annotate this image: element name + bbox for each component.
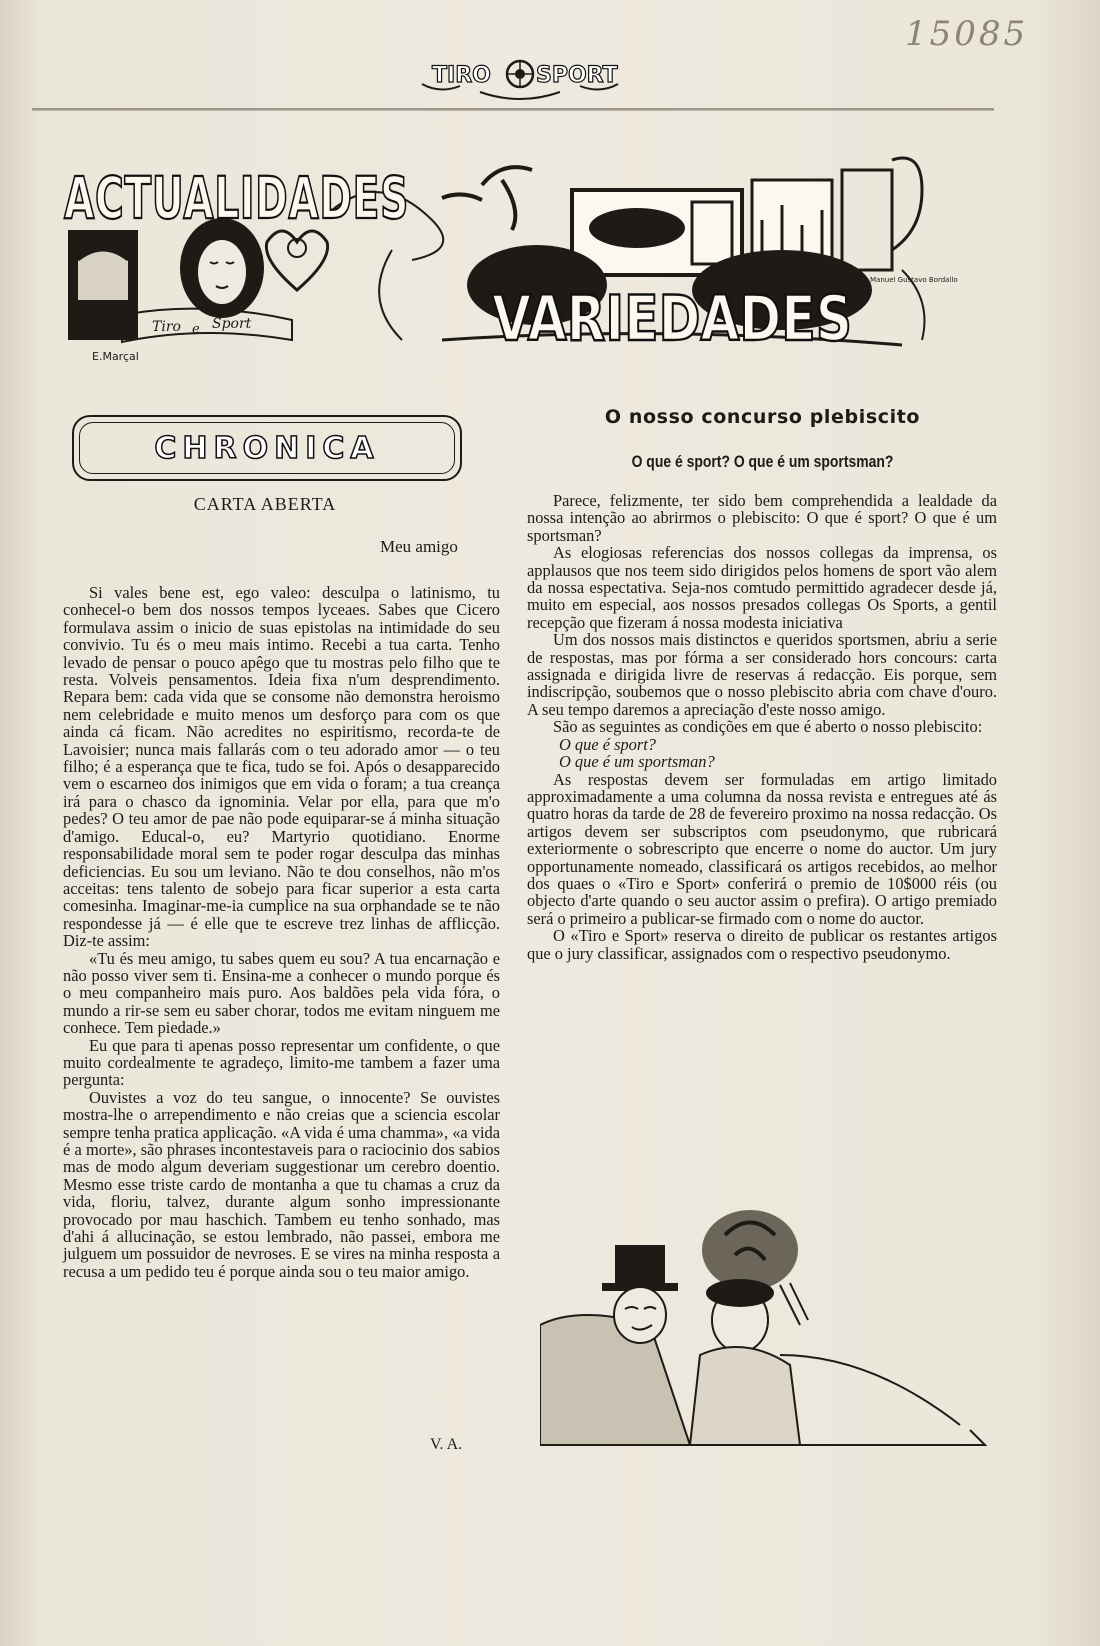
ribbon-sport: Sport [212,316,252,332]
actualidades-banner [62,150,962,365]
left-paragraph: Eu que para ti apenas posso representar um confidente, o que muito cordealmente te agradeço, limito-me tambem a fazer uma pergunta: [63,1035,500,1090]
masthead-left-word: TIRO [432,63,491,88]
masthead-right-word: SPORT [536,63,618,88]
chronica-title-frame [72,415,462,481]
ribbon-e: e [192,322,200,337]
right-paragraph: O «Tiro e Sport» reserva o direito de publicar os restantes artigos que o jury classificar, assignados com o respectivo pseudonymo. [527,926,997,963]
right-article-title: O nosso concurso plebiscito [604,406,921,428]
couple-illustration [540,1205,990,1450]
banner-artist-signature: E.Marçal [92,350,139,363]
letter-salutation: Meu amigo [380,537,458,556]
letter-subheading: CARTA ABERTA [193,494,337,514]
header-rule [32,108,994,111]
ribbon-tiro: Tiro [152,319,181,335]
banner-artist-signature-right: Manuel Gustavo Bordallo [870,276,958,284]
chronica-title-inner [79,422,455,474]
right-article-body [527,492,997,962]
left-article-body [63,584,500,1280]
right-paragraph: Parece, felizmente, ter sido bem comprehendida a lealdade da nossa intenção ao abrirmos o plebiscito: O que é sport? O que é um sportsman? [527,491,997,545]
section-title: CHRONICA [154,430,380,466]
plebiscito-question: O que é sport? [559,734,656,754]
masthead-ornament-icon [420,50,620,102]
right-paragraph: São as seguintes as condições em que é aberto o nosso plebiscito: [553,717,983,737]
handwritten-catalog-number: 15085 [905,14,1029,54]
right-paragraph: As respostas devem ser formuladas em artigo limitado approximadamente a uma columna da nossa revista e entregues até ás quatro horas da tarde de 28 de fevereiro proximo na nossa redacção. Os artigos devem ser subscriptos com pseudonymo, que rubricará exteriormente o sobrescripto que encerre o nome do auctor. Um jury opportunamente nomeado, classificará os artigos recebidos, ao melhor dos quaes o «Tiro e Sport» conferirá o premio de 10$000 réis (ou objecto d'arte quando o seu auctor assim o prefira). O artigo premiado será o primeiro a publicar-se firmado com o nome do auctor. [527,769,997,928]
art-nouveau-banner-icon [62,150,962,365]
plebiscito-question: O que é um sportsman? [559,752,715,772]
masthead [420,50,620,102]
left-paragraph: Si vales bene est, ego valeo: desculpa o latinismo, tu conhecel-o bem dos nossos tempos lyceaes. Sabes que Cicero formulava assim o inicio de suas epistolas na intimidade do seu convivio. Tu és o meu mais intimo. Recebi a tua carta. Tenho levado de pensar o pouco apêgo que tu mostras pelo filho que te resta. Volveis pensamentos. Ideia fixa n'um desprendimento. Repara bem: cada vida que se consome não demonstra heroismo nem celebridade e muito menos um desforço para com os que ainda cá ficam. Não acredites no espiritismo, recorda-te de Lavoisier; nunca mais fallarás com o teu adorado amor — o teu filho; é a esperança que te fica, tudo se foi. Após o desapparecido vem o escarneo dos inimigos que em vida o foram; a tua creança irá para o chasco da ignominia. Velar por ella, para que m'o pedes? O teu amor de pae não pode equiparar-se á minha situação d'amigo. Educal-o, eu? Martyrio quotidiano. Enorme responsabilidade moral sem te poder rogar desculpa das minhas deficiencias. Eu sou um leviano. Não te dou conselhos, não m'os acceitas: tens talento de sobejo para ficar superior a esta carta comesinha. Imaginar-me-ia cumplice na sua orphandade se te não respondesse já — é elle que te escreve trez linhas de afflicção. Diz-te assim: [63,583,500,951]
left-paragraph: Ouvistes a voz do teu sangue, o innocente? Se ouvistes mostra-lhe o arrependimento e não creias que a sciencia escolar sempre tenha pratica applicação. «A vida é uma chamma», «a vida é a morte», são phrases incontestaveis para o raciocinio dos sabios mas de modo algum deveriam suggestionar um cerebro doentio. Mesmo esse triste cardo de montanha a que tu chamas a cruz da vida, floriu, talvez, durante algum sonho impressionante provocado por mau haschich. Tambem eu tenho sonhado, mas d'ahi á allucinação, se estou lembrado, não passei, embora me julguem um possuidor de nevroses. E se vires na minha resposta a recusa a um pedido teu é porque ainda sou o teu maior amigo. [63,1087,500,1281]
banner-title-right: VARIEDADES [492,282,852,355]
article-signature: V. A. [430,1436,463,1453]
right-paragraph: As elogiosas referencias dos nossos collegas da imprensa, os applausos que nos teem sido dirigidos pelos homens de sport vão alem da nossa espectativa. Seja-nos comtudo permittido agradecer desde já, muito em especial, aos nossos presados collegas Os Sports, a gentil recepção que fizeram á nossa modesta iniciativa [527,543,997,632]
couple-illustration-icon [540,1205,990,1450]
banner-title-left: ACTUALIDADES [64,164,409,232]
right-paragraph: Um dos nossos mais distinctos e queridos sportsmen, abriu a serie de respostas, mas por fórma a ser considerado hors concours: carta assignada e dirigida livre de reservas á redacção. Eis porque, sem indiscripção, soubemos que o nosso plebiscito abria com chave d'ouro. A seu tempo daremos a apreciação d'este nosso amigo. [527,630,997,719]
right-article-subtitle: O que é sport? O que é um sportsman? [631,452,894,471]
left-paragraph: «Tu és meu amigo, tu sabes quem eu sou? A tua encarnação e não posso viver sem ti. Ensina-me a conhecer o mundo porque és o meu companheiro mais puro. Aos baldões pela vida fóra, o mundo a rir-se sem eu saber chorar, todos me evitam ninguem me conhece. Tem piedade.» [63,948,500,1038]
